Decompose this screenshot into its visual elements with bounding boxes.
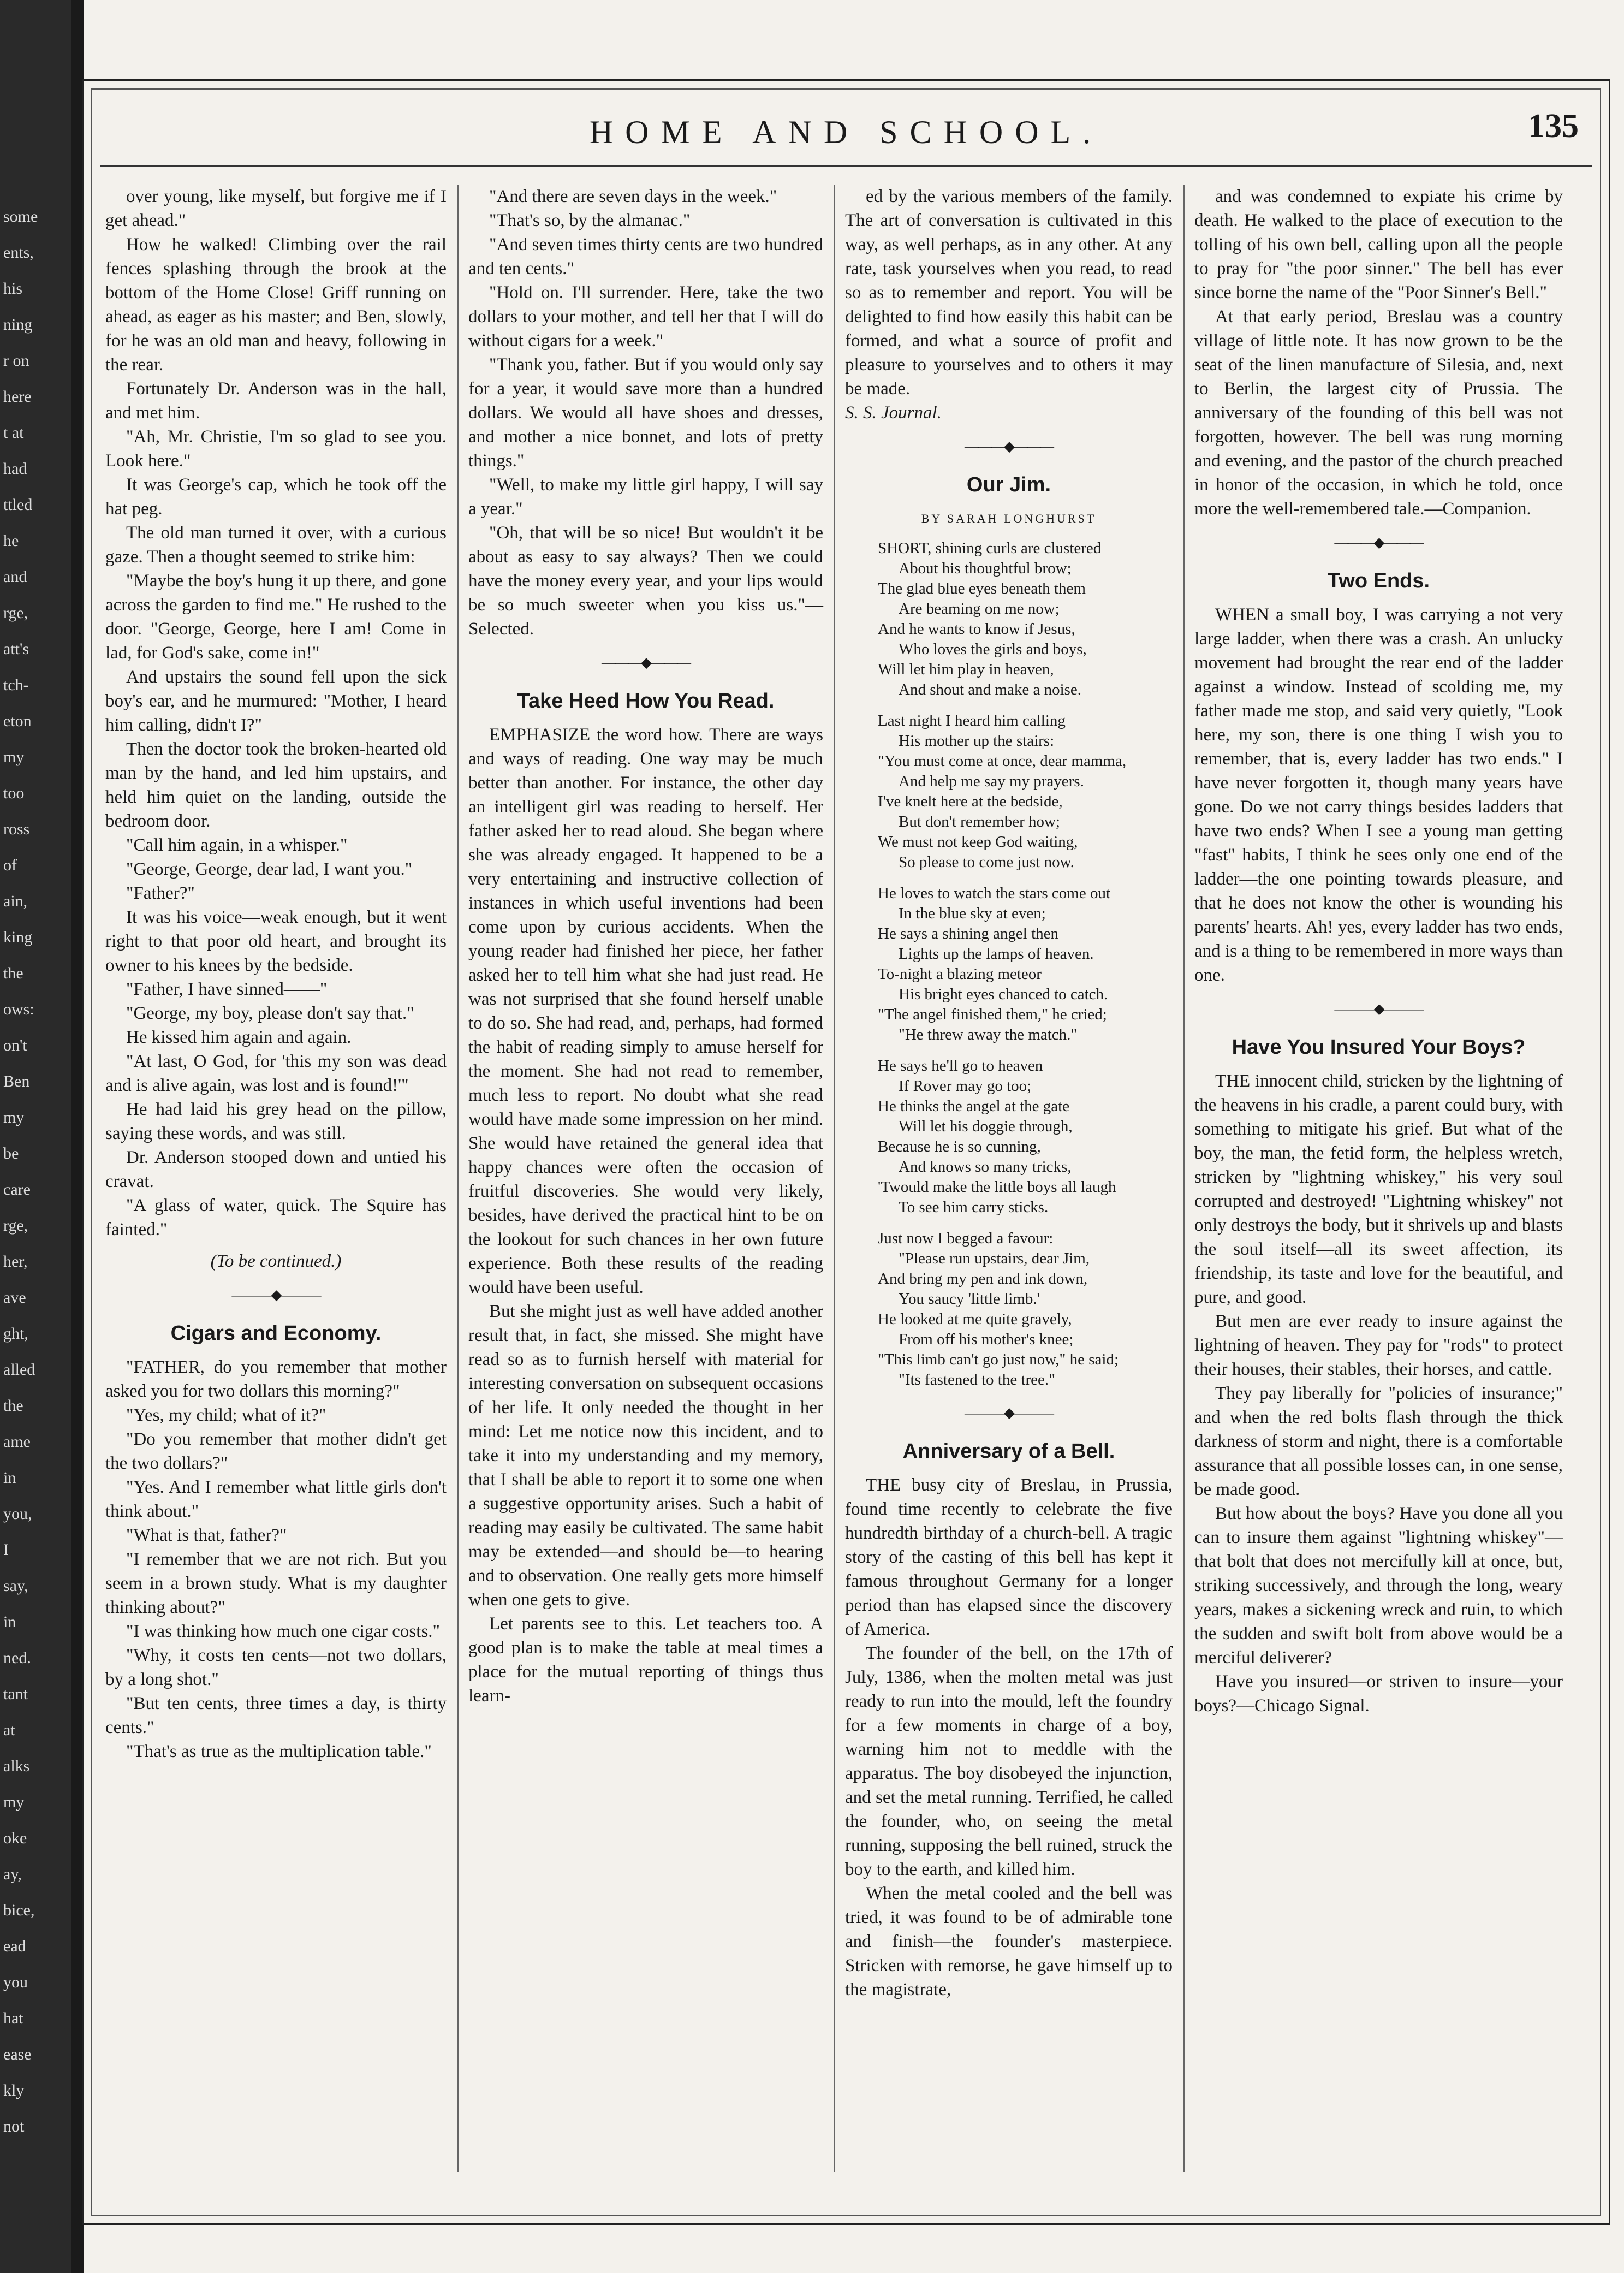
- poem-line: SHORT, shining curls are clustered: [878, 539, 1102, 557]
- previous-page-fragment: the: [3, 964, 23, 982]
- article-insured-boys: [1194, 1069, 1563, 1718]
- previous-page-fragment: her,: [3, 1253, 28, 1271]
- article-title-take-heed: Take Heed How You Read.: [517, 690, 775, 713]
- poem-line: "He threw away the match.": [899, 1026, 1078, 1043]
- previous-page-fragment: rge,: [3, 1216, 28, 1235]
- paragraph: Then the doctor took the broken-hearted old man by the hand, and led him upstairs, and held him quiet on the landing, outside the bedroom door.: [105, 739, 447, 831]
- paragraph: Fortunately Dr. Anderson was in the hall, and met him.: [105, 379, 447, 423]
- poem-line: His mother up the stairs:: [899, 732, 1055, 750]
- article-two-ends: [1194, 603, 1563, 987]
- previous-page-fragment: ame: [3, 1433, 31, 1451]
- article-bell-part2: [1194, 185, 1563, 521]
- previous-page-fragment: eton: [3, 712, 32, 730]
- paragraph: He had laid his grey head on the pillow, saying these words, and was still.: [105, 1100, 447, 1143]
- previous-page-fragment: alled: [3, 1361, 35, 1379]
- paragraph: THE busy city of Breslau, in Prussia, found time recently to celebrate the five hundredth birthday of a church-bell. A tragic story of the casting of this bell has kept it famous throughout Germany for a longer period than has elapsed since the discovery of America.: [845, 1475, 1173, 1639]
- poem-line: And knows so many tricks,: [899, 1158, 1072, 1176]
- paragraph: Let parents see to this. Let teachers too. A good plan is to make the table at meal times a place for the mutual reporting of things thus learn-: [468, 1614, 823, 1706]
- previous-page-fragment: kly: [3, 2081, 25, 2099]
- paragraph: "Thank you, father. But if you would only say for a year, it would save more than a hundred dollars. We would all have shoes and dresses, and mother a nice bonnet, and lots of pretty things.": [468, 355, 823, 471]
- ornament-divider: ———◆———: [1334, 1001, 1423, 1017]
- article-title-bell: Anniversary of a Bell.: [902, 1440, 1115, 1463]
- paragraph: It was his voice—weak enough, but it went right to that poor old heart, and brought its owner to his knees by the bedside.: [105, 907, 447, 975]
- poem-line: The glad blue eyes beneath them: [878, 580, 1086, 597]
- paragraph: WHEN a small boy, I was carrying a not very large ladder, when there was a crash. An unlucky movement had brought the rear end of the ladder against a window. Instead of scolding me, my father made me stop, and said very quietly, "Look here, my son, there is one thing I wish you to remember, that is, every ladder has two ends." I have never forgotten it, though many years have gone. Do we not carry things besides ladders that have two ends? When I see a young man getting "fast" habits, I think he sees only one end of the ladder—the one pointing towards pleasure, and that he does not know the other is wounding his parents' hearts. Ah! yes, every ladder has two ends, and is a thing to be remembered in more ways than one.: [1194, 605, 1563, 985]
- paragraph: ed by the various members of the family. The art of conversation is cultivated in this way, as well perhaps, as in any other. At any rate, task yourselves when you read, to read so as to remember and report. You will be delighted to find how easily this habit can be formed, and what a source of profit and pleasure to yourselves and to others it may be made.: [845, 187, 1173, 399]
- column-divider: [1183, 185, 1185, 2172]
- previous-page-fragment: king: [3, 928, 33, 946]
- poem-line: About his thoughtful brow;: [899, 560, 1072, 577]
- poem-line: And bring my pen and ink down,: [878, 1270, 1088, 1287]
- paragraph: "Why, it costs ten cents—not two dollars, by a long shot.": [105, 1646, 447, 1689]
- article-credit: S. S. Journal.: [845, 403, 942, 423]
- paragraph: At that early period, Breslau was a country village of little note. It has now grown to be the seat of the linen manufacture of Silesia, and, next to Berlin, the largest city of Prussia. The anniversary of the founding of this bell was not forgotten, however. The bell was rung morning and evening, and the pastor of the church preached in honor of the occasion, in which he told, once more the well-remembered tale.—Companion.: [1194, 307, 1563, 519]
- paragraph: "Oh, that will be so nice! But wouldn't it be about as easy to say always? Then we could have the money every year, and your lips would be so much sweeter when you kiss us."—Selected.: [468, 523, 823, 639]
- previous-page-fragment: my: [3, 1793, 25, 1811]
- previous-page-fragment: ned.: [3, 1649, 31, 1667]
- previous-page-fragment: ttled: [3, 496, 33, 514]
- paragraph: "Yes. And I remember what little girls don't think about.": [105, 1477, 447, 1521]
- ornament-divider: ———◆———: [231, 1287, 320, 1303]
- paragraph: "Father?": [126, 883, 195, 903]
- article-title-two-ends: Two Ends.: [1327, 569, 1430, 592]
- article-title-insured-boys: Have You Insured Your Boys?: [1232, 1036, 1526, 1059]
- previous-page-fragment: ease: [3, 2045, 32, 2063]
- poem-line: And shout and make a noise.: [899, 681, 1082, 698]
- poem-stanza: [878, 711, 1173, 873]
- previous-page-fragment: ning: [3, 316, 33, 334]
- paragraph: But she might just as well have added another result that, in fact, she missed. She might have read so as to furnish herself with material for interesting conversation on subsequent occasions of her life. It only needed the thought in her mind: Let me notice now this incident, and to take it into my understanding and my memory, that I shall be able to report it to some one when a suggestive opportunity arises. Such a habit of reading may easily be cultivated. The same habit may be extended—and should be—to hearing and to observation. One really gets more himself when one gets to give.: [468, 1302, 823, 1610]
- article-cigars-part2: [468, 185, 823, 641]
- paragraph: How he walked! Climbing over the rail fences splashing through the brook at the bottom of the Home Close! Griff running on ahead, as eager as his master; and Ben, slowly, for he was an old man and heavy, following in the rear.: [105, 235, 447, 375]
- previous-page-fragment: you: [3, 1973, 28, 1991]
- page-title: HOME AND SCHOOL.: [589, 114, 1103, 150]
- poem-stanza: [878, 538, 1173, 700]
- paragraph: But men are ever ready to insure against the lightning of heaven. They pay for "rods" to protect their houses, their stables, their horses, and cattle.: [1194, 1311, 1563, 1379]
- paragraph: Dr. Anderson stooped down and untied his cravat.: [105, 1148, 447, 1191]
- ornament-divider: ———◆———: [1334, 535, 1423, 550]
- column-4: [1194, 185, 1563, 1718]
- paragraph: "That's so, by the almanac.": [489, 211, 691, 230]
- poem-line: 'Twould make the little boys all laugh: [878, 1178, 1116, 1196]
- article-title-cigars: Cigars and Economy.: [170, 1322, 382, 1345]
- previous-page-fragment: of: [3, 856, 17, 874]
- poem-line: And help me say my prayers.: [899, 773, 1084, 790]
- poem-line: "You must come at once, dear mamma,: [878, 752, 1127, 770]
- poem-byline: BY SARAH LONGHURST: [921, 512, 1097, 525]
- previous-page-fragment: r on: [3, 352, 29, 370]
- poem-line: Last night I heard him calling: [878, 712, 1066, 729]
- paragraph: "But ten cents, three times a day, is thirty cents.": [105, 1694, 447, 1737]
- poem-our-jim: [845, 538, 1173, 1390]
- poem-line: I've knelt here at the bedside,: [878, 793, 1063, 810]
- previous-page-fragment: the: [3, 1397, 23, 1415]
- paragraph: over young, like myself, but forgive me if I get ahead.": [105, 187, 447, 230]
- article-take-heed-part1: [468, 723, 823, 1708]
- column-2: [468, 185, 823, 1708]
- poem-line: He says he'll go to heaven: [878, 1057, 1043, 1075]
- paragraph: "Yes, my child; what of it?": [126, 1405, 326, 1425]
- poem-stanza: [878, 1229, 1173, 1390]
- poem-line: Will let his doggie through,: [899, 1118, 1073, 1135]
- paragraph: It was George's cap, which he took off the hat peg.: [105, 475, 447, 519]
- previous-page-fragment: care: [3, 1180, 31, 1198]
- poem-line: And he wants to know if Jesus,: [878, 620, 1075, 638]
- poem-line: In the blue sky at even;: [899, 905, 1046, 922]
- poem-line: You saucy 'little limb.': [899, 1290, 1040, 1308]
- paragraph: "A glass of water, quick. The Squire has fainted.": [105, 1196, 447, 1239]
- poem-line: Will let him play in heaven,: [878, 661, 1054, 678]
- previous-page-fragment: my: [3, 1108, 25, 1126]
- to-be-continued: (To be continued.): [210, 1251, 342, 1271]
- poem-line: "This limb can't go just now," he said;: [878, 1351, 1119, 1368]
- previous-page-fragment: in: [3, 1613, 16, 1631]
- column-1: [105, 185, 447, 1764]
- previous-page-fragment: at: [3, 1721, 15, 1739]
- paragraph: The old man turned it over, with a curious gaze. Then a thought seemed to strike him:: [105, 523, 447, 567]
- previous-page-fragment: not: [3, 2117, 25, 2135]
- previous-page-fragment: oke: [3, 1829, 27, 1847]
- previous-page-fragment: ght,: [3, 1325, 28, 1343]
- previous-page-fragment: ross: [3, 820, 30, 838]
- paragraph: "What is that, father?": [126, 1526, 287, 1545]
- poem-line: To-night a blazing meteor: [878, 965, 1042, 983]
- previous-page-fragment: ents,: [3, 244, 34, 262]
- paragraph: "Well, to make my little girl happy, I will say a year.": [468, 475, 823, 519]
- poem-line: To see him carry sticks.: [899, 1198, 1049, 1216]
- paragraph: But how about the boys? Have you done all you can to insure them against "lightning whiskey"—that bolt that does not mercifully kill at once, but, striking successively, and through the long, weary years, makes a sickening wreck and ruin, to which the sudden and swift bolt from above would be a merciful deliverer?: [1194, 1504, 1563, 1667]
- poem-stanza: [878, 1056, 1173, 1218]
- poem-line: If Rover may go too;: [899, 1077, 1032, 1095]
- poem-line: But don't remember how;: [899, 813, 1060, 830]
- previous-page-fragment: ows:: [3, 1000, 34, 1018]
- poem-line: He says a shining angel then: [878, 925, 1059, 942]
- header-rule: [100, 165, 1592, 167]
- paragraph: "Call him again, in a whisper.": [126, 835, 348, 855]
- paragraph: Have you insured—or striven to insure—your boys?—Chicago Signal.: [1194, 1672, 1563, 1716]
- poem-line: Are beaming on me now;: [899, 600, 1060, 618]
- paragraph: He kissed him again and again.: [126, 1028, 352, 1047]
- paragraph: "Ah, Mr. Christie, I'm so glad to see you. Look here.": [105, 427, 447, 471]
- poem-line: Lights up the lamps of heaven.: [899, 945, 1094, 963]
- paragraph: EMPHASIZE the word how. There are ways and ways of reading. One way may be much better than another. For instance, the other day an intelligent girl was reading to herself. Her father asked her to read aloud. She began where she was already engaged. It happened to be a very entertaining and instructive collection of instances in which useful inventions had been come upon by curious accidents. When the young reader had finished her piece, her father asked her to tell him what she had just read. He was not surprised that she found herself unable to do so. She had read, and, perhaps, had formed the habit of reading simply to amuse herself for the moment. She had not read to remember, much less to report. No doubt what she read would have made some impression on her mind. She would have retained the general idea that happy chances were often the occasion of fruitful discoveries. She would very likely, besides, have derived the practical hint to be on the lookout for such chances in her own future experience. Both these results of the reading would have been useful.: [468, 725, 823, 1297]
- previous-page-fragment: I: [3, 1541, 9, 1559]
- poem-line: We must not keep God waiting,: [878, 833, 1078, 851]
- paragraph: And upstairs the sound fell upon the sick boy's ear, and he murmured: "Mother, I heard him calling, didn't I?": [105, 667, 447, 735]
- paragraph: "At last, O God, for 'this my son was dead and is alive again, was lost and is found!'": [105, 1052, 447, 1095]
- poem-line: "The angel finished them," he cried;: [878, 1006, 1107, 1023]
- poem-line: So please to come just now.: [899, 853, 1074, 871]
- poem-line: "Its fastened to the tree.": [899, 1371, 1055, 1388]
- previous-page-fragment: had: [3, 460, 27, 478]
- previous-page-fragment: att's: [3, 640, 29, 658]
- previous-page-fragment: t at: [3, 424, 24, 442]
- previous-page-fragment: rge,: [3, 604, 28, 622]
- poem-line: Just now I begged a favour:: [878, 1230, 1054, 1247]
- poem-line: "Please run upstairs, dear Jim,: [899, 1250, 1090, 1267]
- previous-page-fragment: and: [3, 568, 27, 586]
- paragraph: When the metal cooled and the bell was tried, it was found to be of admirable tone and finish—the founder's masterpiece. Stricken with remorse, he gave himself up to the magistrate,: [845, 1884, 1173, 1999]
- previous-page-fragment: here: [3, 388, 32, 406]
- ornament-divider: ———◆———: [965, 438, 1053, 454]
- column-3: [845, 185, 1173, 2002]
- previous-page-fragment: bice,: [3, 1901, 35, 1919]
- paragraph: "Do you remember that mother didn't get the two dollars?": [105, 1429, 447, 1473]
- poem-line: He looked at me quite gravely,: [878, 1310, 1072, 1328]
- paragraph: "Father, I have sinned——": [126, 980, 328, 999]
- previous-page-fragment: alks: [3, 1757, 30, 1775]
- paragraph: They pay liberally for "policies of insurance;" and when the red bolts flash through the thick darkness of storm and night, there is a comfortable assurance that all possible losses can, in one sense, be made good.: [1194, 1384, 1563, 1499]
- paragraph: THE innocent child, stricken by the lightning of the heavens in his cradle, a parent could bury, with something to mitigate his grief. But what of the boy, the man, the fetid form, the helpless wretch, stricken by "lightning whiskey," his very soul corrupted and destroyed! "Lightning whiskey" not only destroys the body, but it shrivels up and blasts the soul itself—all its sweet affection, its friendship, its taste and love for the beautiful, and pure, and good.: [1194, 1071, 1563, 1307]
- previous-page-fragment: too: [3, 784, 25, 802]
- paragraph: "That's as true as the multiplication table.": [126, 1742, 432, 1761]
- article-cigars-part1: [105, 1355, 447, 1764]
- paragraph: "Maybe the boy's hung it up there, and gone across the garden to find me." He rushed to the door. "George, George, here I am! Come in lad, for God's sake, come in!": [105, 571, 447, 663]
- poem-line: He loves to watch the stars come out: [878, 885, 1111, 902]
- paragraph: "George, my boy, please don't say that.": [126, 1004, 414, 1023]
- article-bell-part1: [845, 1473, 1173, 2002]
- page-number: 135: [1528, 108, 1579, 145]
- previous-page-fragment: ead: [3, 1937, 26, 1955]
- paragraph: "I was thinking how much one cigar costs.": [126, 1622, 441, 1641]
- paragraph: "And there are seven days in the week.": [489, 187, 777, 206]
- poem-line: From off his mother's knee;: [899, 1331, 1074, 1348]
- article-take-heed-part2: [845, 185, 1173, 401]
- previous-page-fragment: ay,: [3, 1865, 22, 1883]
- previous-page-fragment: my: [3, 748, 25, 766]
- previous-page-edge: [0, 0, 71, 2273]
- story-continuation: [105, 185, 447, 1242]
- newspaper-page: [82, 79, 1610, 2225]
- ornament-divider: ———◆———: [965, 1405, 1053, 1421]
- poem-line: His bright eyes chanced to catch.: [899, 986, 1108, 1003]
- ornament-divider: ———◆———: [602, 655, 690, 670]
- previous-page-fragment: be: [3, 1144, 19, 1162]
- previous-page-fragment: some: [3, 207, 38, 225]
- paragraph: "I remember that we are not rich. But you seem in a brown study. What is my daughter thinking about?": [105, 1550, 447, 1617]
- previous-page-fragment: on't: [3, 1036, 27, 1054]
- previous-page-fragment: ave: [3, 1289, 26, 1307]
- paragraph: "Hold on. I'll surrender. Here, take the two dollars to your mother, and tell her that I will do without cigars for a week.": [468, 283, 823, 351]
- previous-page-fragment: say,: [3, 1577, 28, 1595]
- column-divider: [834, 185, 835, 2172]
- previous-page-fragment: tant: [3, 1685, 28, 1703]
- previous-page-fragment: Ben: [3, 1072, 30, 1090]
- poem-line: Because he is so cunning,: [878, 1138, 1041, 1155]
- previous-page-fragment: ain,: [3, 892, 28, 910]
- previous-page-fragment: tch-: [3, 676, 29, 694]
- poem-line: Who loves the girls and boys,: [899, 640, 1087, 658]
- paragraph: The founder of the bell, on the 17th of July, 1386, when the molten metal was just ready to run into the mould, left the foundry for a few moments in charge of a boy, warning him not to meddle with the apparatus. The boy disobeyed the injunction, and set the metal running. Terrified, he called the founder, who, on seeing the metal running, supposing the bell ruined, struck the boy to the earth, and killed him.: [845, 1643, 1173, 1879]
- poem-title-our-jim: Our Jim.: [966, 473, 1051, 496]
- paragraph: "FATHER, do you remember that mother asked you for two dollars this morning?": [105, 1357, 447, 1401]
- poem-stanza: [878, 883, 1173, 1045]
- paragraph: "George, George, dear lad, I want you.": [126, 859, 413, 879]
- previous-page-fragment: hat: [3, 2009, 23, 2027]
- previous-page-fragment: his: [3, 280, 23, 298]
- previous-page-fragment: you,: [3, 1505, 32, 1523]
- poem-line: He thinks the angel at the gate: [878, 1097, 1070, 1115]
- previous-page-fragment: he: [3, 532, 19, 550]
- previous-page-fragment: in: [3, 1469, 16, 1487]
- column-divider: [457, 185, 459, 2172]
- paragraph: "And seven times thirty cents are two hundred and ten cents.": [468, 235, 823, 278]
- paragraph: and was condemned to expiate his crime by death. He walked to the place of execution to the tolling of his own bell, calling upon all the people to pray for "the poor sinner." The bell has ever since borne the name of the "Poor Sinner's Bell.": [1194, 187, 1563, 302]
